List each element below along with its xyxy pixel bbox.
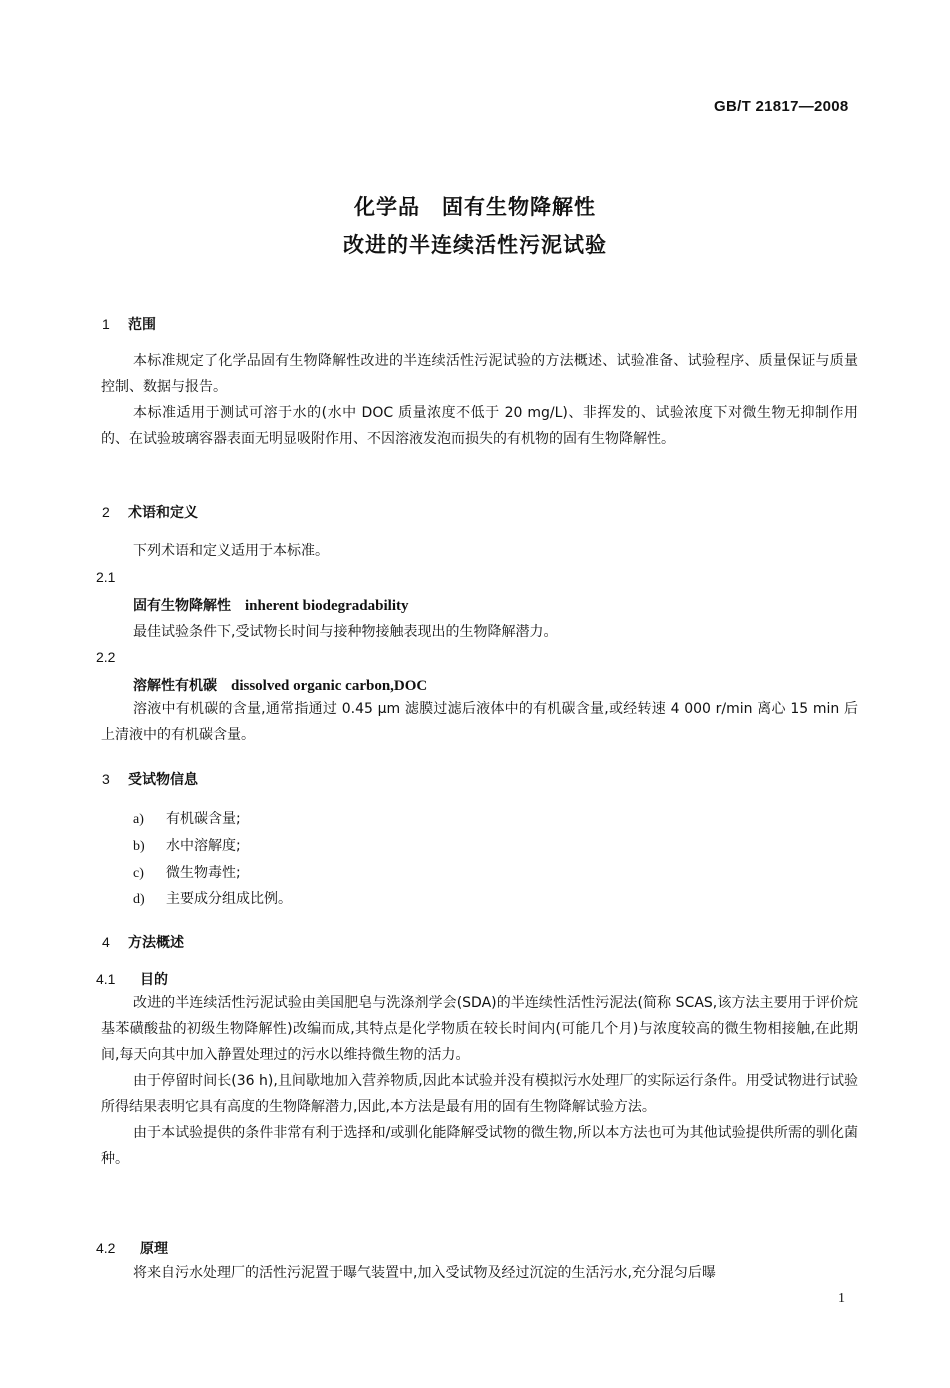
term-2-2-number: 2.2	[96, 649, 116, 665]
paragraph: 本标准适用于测试可溶于水的(水中 DOC 质量浓度不低于 20 mg/L)、非挥发的、试验浓度下对微生物无抑制作用的、在试验玻璃容器表面无明显吸附作用、不因溶液发泡而损失的有机物的固有生物降解性。	[101, 405, 858, 447]
list-item: a) 有机碳含量;	[133, 811, 241, 827]
term-2-1-number: 2.1	[96, 569, 116, 585]
page-number: 1	[838, 1291, 845, 1306]
document-title-line1: 化学品 固有生物降解性	[354, 195, 596, 219]
term-chinese: 固有生物降解性	[133, 598, 231, 614]
section-2-heading	[102, 502, 198, 522]
subsection-4-1-heading: 4.1 目的	[96, 971, 168, 988]
section-number: 1	[102, 316, 110, 332]
list-item: b) 水中溶解度;	[133, 838, 241, 854]
section-2-intro: 下列术语和定义适用于本标准。	[133, 543, 329, 559]
subsection-4-2-heading: 4.2 原理	[96, 1240, 168, 1257]
section-4-heading	[102, 932, 184, 952]
section-number: 4	[102, 934, 110, 950]
term-2-1-definition: 最佳试验条件下,受试物长时间与接种物接触表现出的生物降解潜力。	[133, 624, 558, 640]
term-2-2	[133, 675, 427, 695]
section-label: 方法概述	[128, 935, 184, 951]
document-title-line2: 改进的半连续活性污泥试验	[343, 233, 607, 257]
section-label: 受试物信息	[128, 772, 198, 788]
paragraph: 溶液中有机碳的含量,通常指通过 0.45 μm 滤膜过滤后液体中的有机碳含量,或经转速 4 000 r/min 离心 15 min 后上清液中的有机碳含量。	[101, 701, 858, 743]
section-1-heading	[102, 314, 156, 334]
standard-code: GB/T 21817—2008	[714, 98, 849, 115]
section-label: 术语和定义	[128, 505, 198, 521]
paragraph: 改进的半连续活性污泥试验由美国肥皂与洗涤剂学会(SDA)的半连续性活性污泥法(简称 SCAS,该方法主要用于评价烷基苯磺酸盐的初级生物降解性)改编而成,其特点是化学物质在较长时间内(可能几个月)与浓度较高的微生物相接触,在此期间,每天向其中加入静置处理过的污水以维持微生物的活力。	[101, 995, 858, 1063]
term-2-2-definition	[101, 696, 858, 748]
term-chinese: 溶解性有机碳	[133, 678, 217, 694]
section-number: 3	[102, 771, 110, 787]
paragraph: 本标准规定了化学品固有生物降解性改进的半连续活性污泥试验的方法概述、试验准备、试验程序、质量保证与质量控制、数据与报告。	[101, 353, 858, 395]
subsection-4-1-body	[101, 990, 858, 1172]
paragraph: 将来自污水处理厂的活性污泥置于曝气装置中,加入受试物及经过沉淀的生活污水,充分混匀后曝	[133, 1265, 716, 1281]
list-item: c) 微生物毒性;	[133, 865, 241, 881]
term-english: dissolved organic carbon,DOC	[231, 678, 428, 694]
paragraph: 由于停留时间长(36 h),且间歇地加入营养物质,因此本试验并没有模拟污水处理厂的实际运行条件。用受试物进行试验所得结果表明它具有高度的生物降解潜力,因此,本方法是最有用的固有生物降解试验方法。	[101, 1073, 858, 1115]
section-3-heading	[102, 769, 198, 789]
term-english: inherent biodegradability	[245, 598, 409, 614]
subsection-4-2-body	[101, 1260, 858, 1286]
section-1-body	[101, 348, 858, 452]
paragraph: 由于本试验提供的条件非常有利于选择和/或驯化能降解受试物的微生物,所以本方法也可为其他试验提供所需的驯化菌种。	[101, 1125, 858, 1167]
list-item: d) 主要成分组成比例。	[133, 891, 292, 907]
section-number: 2	[102, 504, 110, 520]
term-2-1	[133, 595, 409, 615]
section-label: 范围	[128, 317, 156, 333]
